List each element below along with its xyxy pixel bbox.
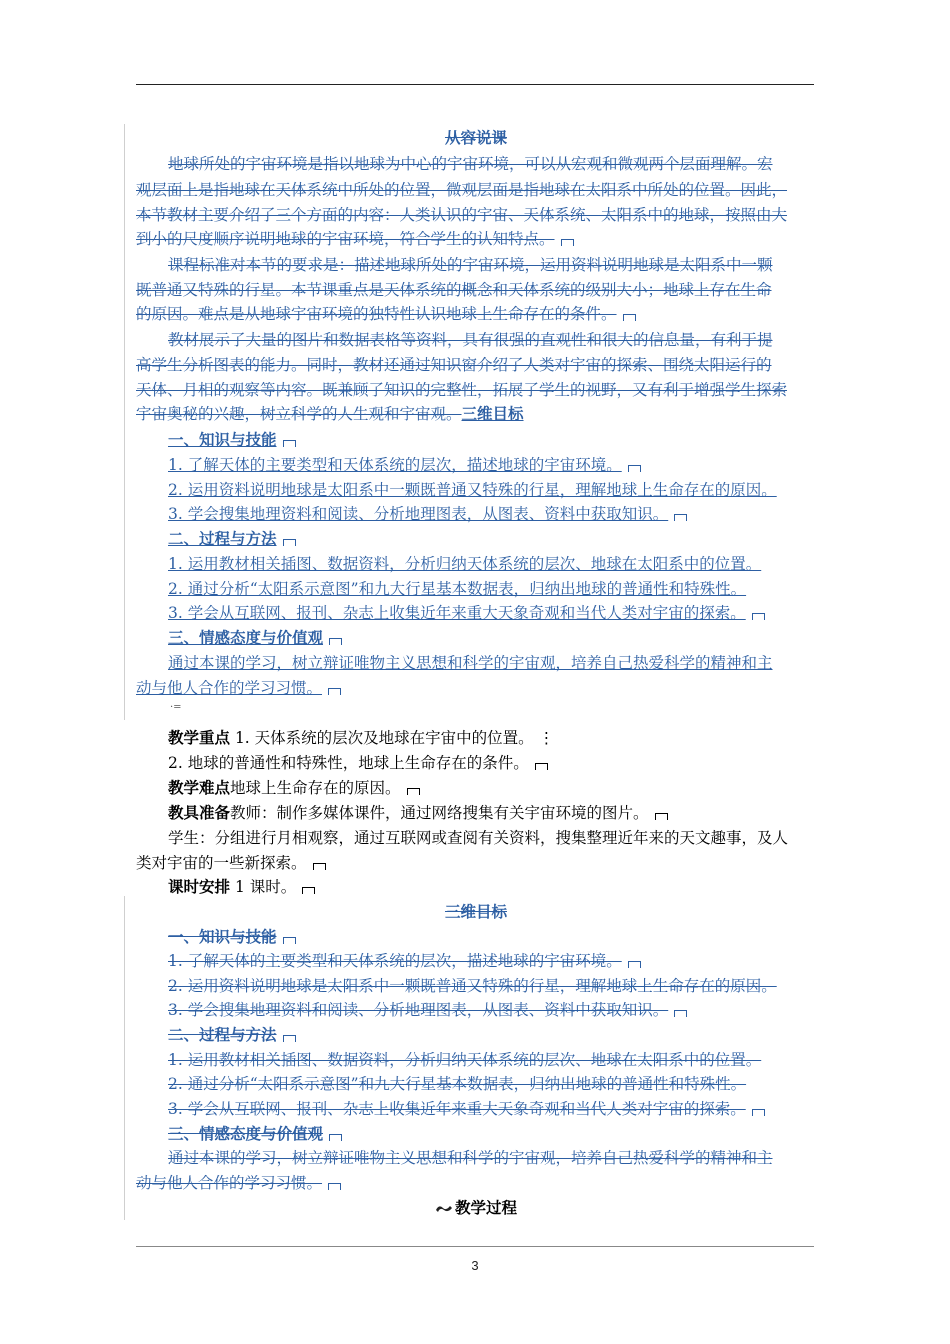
goal-heading: 二、过程与方法 [136, 529, 816, 549]
goal-item: 1. 了解天体的主要类型和天体系统的层次，描述地球的宇宙环境。 [136, 455, 816, 475]
section-title: 三维目标 [444, 902, 507, 921]
goal-item: 2. 运用资料说明地球是太阳系中一颗既普通又特殊的行星，理解地球上生命存在的原因。 [168, 977, 777, 995]
goal-item: 1. 运用教材相关插图、数据资料，分析归纳天体系统的层次、地球在太阳系中的位置。 [168, 1051, 762, 1069]
revision-change-bar [124, 124, 125, 720]
goal-item: 通过本课的学习，树立辩证唯物主义思想和科学的宇宙观，培养自己热爱科学的精神和主 [168, 1149, 773, 1167]
paragraph-mark-icon [283, 1035, 296, 1042]
paragraph-line: 本节教材主要介绍了三个方面的内容：人类认识的宇宙、天体系统、太阳系中的地球，按照由大 [136, 206, 788, 224]
goal-heading: 一、知识与技能 [136, 927, 816, 947]
teaching-students: 学生：分组进行月相观察，通过互联网或查阅有关资料，搜集整理近年来的天文趣事，及人 [168, 829, 789, 847]
paragraph-line: 观层面上是指地球在天体系统中所处的位置，微观层面是指地球在太阳系中所处的位置。因此， [136, 181, 788, 199]
goal-item: 3. 学会搜集地理资料和阅读、分析地理图表，从图表、资料中获取知识。 [136, 504, 816, 524]
paragraph-mark-icon [302, 887, 315, 894]
goal-heading: 三、情感态度与价值观 [136, 628, 816, 648]
paragraph-mark-icon [407, 788, 420, 795]
page-number: 3 [471, 1258, 479, 1273]
goal-item: 动与他人合作的学习习惯。 [136, 678, 816, 698]
paragraph-mark-icon [329, 1134, 342, 1141]
paragraph-line: 课程标准对本节的要求是：描述地球所处的宇宙环境，运用资料说明地球是太阳系中一颗 [168, 256, 773, 274]
section-title: 从容说课 [444, 128, 507, 147]
paragraph-mark-icon [752, 1109, 765, 1116]
goal-item: 通过本课的学习，树立辩证唯物主义思想和科学的宇宙观，培养自己热爱科学的精神和主 [168, 654, 773, 672]
goal-item: 2. 通过分析“太阳系示意图”和九大行星基本数据表，归纳出地球的普通性和特殊性。 [168, 580, 747, 598]
paragraph-mark-icon [628, 465, 641, 472]
goal-item: 动与他人合作的学习习惯。 [136, 1173, 816, 1193]
goal-heading: 一、知识与技能 [136, 430, 816, 450]
paragraph-mark-icon [329, 638, 342, 645]
scroll-icon [435, 1199, 453, 1219]
paragraph-mark-icon [674, 514, 687, 521]
teaching-time: 课时安排 1 课时。 [136, 877, 816, 897]
teaching-key: 教学重点 1. 天体系统的层次及地球在宇宙中的位置。 ⋮ [168, 728, 555, 747]
paragraph-line: 高学生分析图表的能力。同时，教材还通过知识窗介绍了人类对宇宙的探索、围绕太阳运行的 [136, 356, 772, 374]
paragraph-line: 的原因。难点是从地球宇宙环境的独特性认识地球上生命存在的条件。 [136, 304, 816, 324]
process-title: 教学过程 [136, 1198, 816, 1219]
inserted-heading: 三维目标 [461, 404, 524, 423]
paragraph-mark-icon [283, 539, 296, 546]
goal-item: 1. 运用教材相关插图、数据资料，分析归纳天体系统的层次、地球在太阳系中的位置。 [168, 555, 762, 573]
paragraph-mark-icon [283, 440, 296, 447]
paragraph-line: 地球所处的宇宙环境是指以地球为中心的宇宙环境，可以从宏观和微观两个层面理解。宏 [168, 155, 773, 173]
header-rule [136, 84, 814, 85]
teaching-difficulty: 教学难点地球上生命存在的原因。 [136, 778, 816, 798]
paragraph-mark-icon [561, 239, 574, 246]
paragraph-mark-icon [328, 688, 341, 695]
paragraph-line: 宇宙奥秘的兴趣，树立科学的人生观和宇宙观。三维目标 [136, 404, 524, 423]
paragraph-mark-icon [313, 863, 326, 870]
paragraph-mark-icon [328, 1183, 341, 1190]
paragraph-mark-icon [628, 961, 641, 968]
teaching-students: 类对宇宙的一些新探索。 [136, 853, 816, 873]
paragraph-mark-icon [655, 813, 668, 820]
goal-heading: 二、过程与方法 [136, 1025, 816, 1045]
paragraph-mark-icon [535, 763, 548, 770]
teaching-key: 2. 地球的普通性和特殊性，地球上生命存在的条件。 [136, 753, 816, 773]
goal-item: 3. 学会从互联网、报刊、杂志上收集近年来重大天象奇观和当代人类对宇宙的探索。 [136, 1099, 816, 1119]
teaching-tools: 教具准备教师：制作多媒体课件，通过网络搜集有关宇宙环境的图片。 [136, 803, 816, 823]
goal-item: 2. 通过分析“太阳系示意图”和九大行星基本数据表，归纳出地球的普通性和特殊性。 [168, 1075, 747, 1093]
goal-item: 3. 学会从互联网、报刊、杂志上收集近年来重大天象奇观和当代人类对宇宙的探索。 [136, 603, 816, 623]
paragraph-mark-icon [283, 937, 296, 944]
paragraph-line: 既普通又特殊的行星。本节课重点是天体系统的概念和天体系统的级别大小；地球上存在生命 [136, 281, 772, 299]
paragraph-line: 教材展示了大量的图片和数据表格等资料，具有很强的直观性和很大的信息量，有利于提 [168, 331, 773, 349]
paragraph-line: 到小的尺度顺序说明地球的宇宙环境，符合学生的认知特点。 [136, 229, 816, 249]
goal-item: 2. 运用资料说明地球是太阳系中一颗既普通又特殊的行星，理解地球上生命存在的原因。 [168, 481, 777, 499]
paragraph-line: 天体、月相的观察等内容。既兼顾了知识的完整性，拓展了学生的视野，又有利于增强学生探索 [136, 381, 788, 399]
footer-rule [136, 1246, 814, 1247]
goal-item: 3. 学会搜集地理资料和阅读、分析地理图表，从图表、资料中获取知识。 [136, 1000, 816, 1020]
revision-change-bar [124, 896, 125, 1220]
format-mark: ·= [170, 702, 182, 713]
paragraph-mark-icon [623, 314, 636, 321]
paragraph-mark-icon [752, 613, 765, 620]
paragraph-mark-icon [674, 1010, 687, 1017]
goal-heading: 三、情感态度与价值观 [136, 1124, 816, 1144]
goal-item: 1. 了解天体的主要类型和天体系统的层次，描述地球的宇宙环境。 [136, 951, 816, 971]
